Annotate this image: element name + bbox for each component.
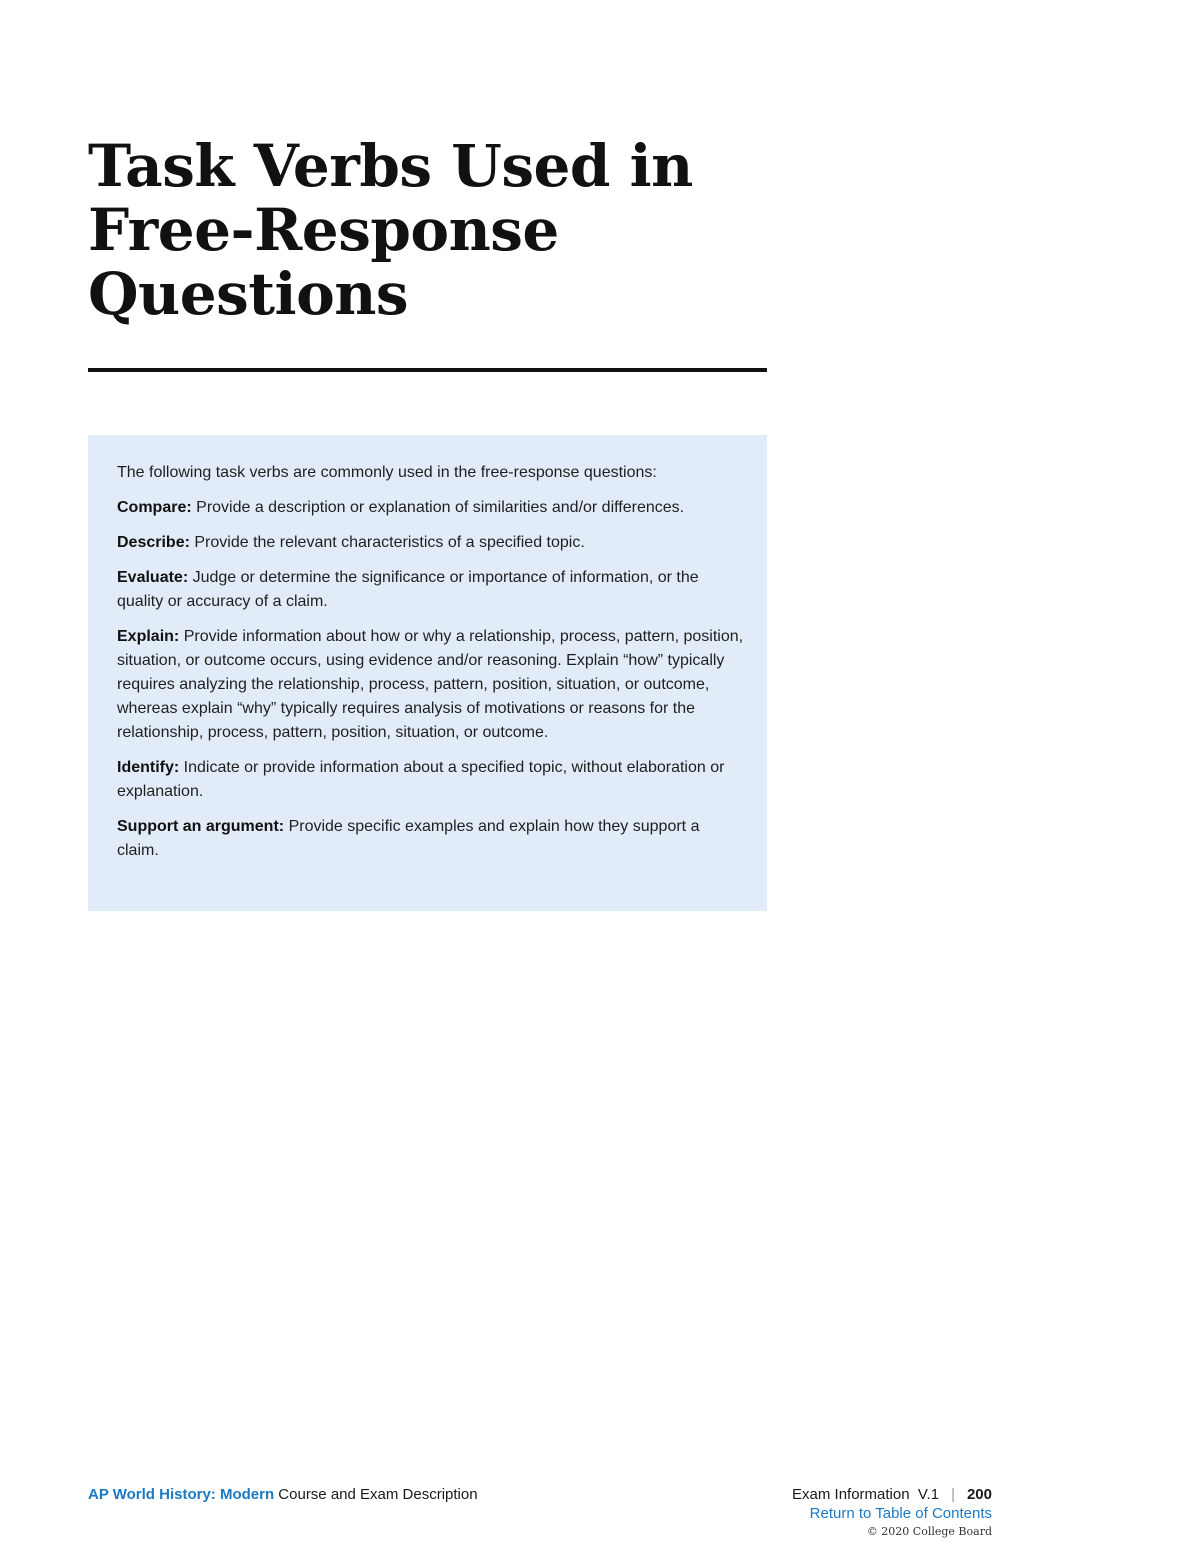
definition-text: Provide a description or explanation of similarities and/or differences. [196, 499, 685, 516]
definition-term: Support an argument: [117, 818, 285, 835]
footer-course [88, 1485, 478, 1505]
return-to-toc-link[interactable]: Return to Table of Contents [809, 1505, 992, 1522]
task-verbs-box [88, 435, 767, 911]
footer-page-info [792, 1485, 992, 1541]
definition-text: Judge or determine the significance or importance of information, or the quality or accuracy of a claim. [117, 569, 699, 610]
page-title-line-3: Questions [88, 260, 409, 328]
definition-explain [117, 625, 745, 745]
definition-describe [117, 531, 745, 555]
course-suffix: Course and Exam Description [278, 1486, 478, 1503]
definition-text: Provide specific examples and explain how they support a claim. [117, 818, 700, 859]
definition-term: Describe: [117, 534, 190, 551]
page-title-line-2: Free-Response [88, 196, 559, 264]
definition-compare [117, 496, 745, 520]
page-number: 200 [966, 1486, 992, 1503]
copyright-text: © 2020 College Board [866, 1525, 992, 1538]
definition-text: Provide the relevant characteristics of a specified topic. [194, 534, 585, 551]
page-title [88, 134, 788, 326]
definition-text: Indicate or provide information about a specified topic, without elaboration or explanation. [117, 759, 725, 800]
definition-text: Provide information about how or why a relationship, process, pattern, position, situation, or outcome occurs, using evidence and/or reasoning. Explain “how” typically requires analyzing the relationship, process, pattern, position, situation, or outcome, whereas explain “why” typically requires analysis of motivations or reasons for the relationship, process, pattern, position, situation, or outcome. [117, 628, 744, 741]
definition-support-an-argument [117, 815, 745, 863]
course-name: AP World History: Modern [88, 1486, 275, 1503]
definition-term: Evaluate: [117, 569, 189, 586]
definition-term: Compare: [117, 499, 192, 516]
section-label: Exam Information V.1 [792, 1486, 940, 1503]
footer-section-line [792, 1485, 992, 1504]
definition-term: Explain: [117, 628, 180, 645]
definition-identify [117, 756, 745, 804]
footer-separator: | [951, 1486, 955, 1503]
definition-term: Identify: [117, 759, 180, 776]
definition-evaluate [117, 566, 745, 614]
page-title-line-1: Task Verbs Used in [88, 132, 693, 200]
intro-text: The following task verbs are commonly used in the free-response questions: [117, 464, 657, 481]
title-divider [88, 368, 767, 372]
